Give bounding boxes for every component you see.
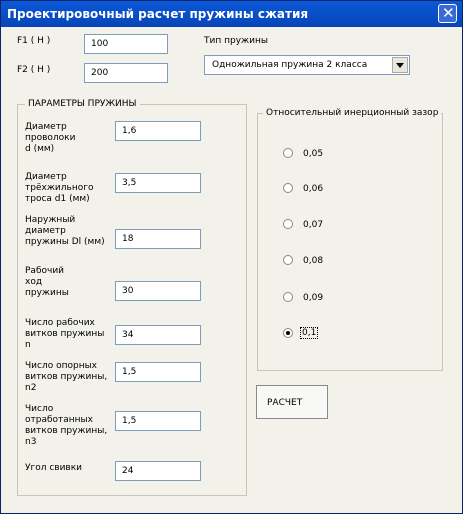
gap-option-label: 0,09 xyxy=(303,293,324,303)
gap-radio-5-selected[interactable] xyxy=(283,328,293,338)
title-bar[interactable] xyxy=(1,1,462,27)
param-label-outer-diameter: Наружный диаметр пружины Dl (мм) xyxy=(25,215,105,247)
f2-label: F2 ( Н ) xyxy=(17,65,51,75)
param-label-working-coils: Число рабочих витков пружины n xyxy=(25,318,105,350)
param-label-support-coils: Число опорных витков пружины, n2 xyxy=(25,361,108,393)
f2-field[interactable]: 200 xyxy=(84,63,168,83)
close-icon: ✕ xyxy=(442,4,455,22)
lay-angle-field[interactable]: 24 xyxy=(115,461,201,481)
gap-radio-0[interactable] xyxy=(283,148,293,158)
calculate-button[interactable] xyxy=(256,385,328,419)
window-title: Проектировочный расчет пружины сжатия xyxy=(7,7,309,21)
f1-field[interactable]: 100 xyxy=(84,34,168,54)
wire-diameter-field[interactable]: 1,6 xyxy=(115,121,201,141)
working-stroke-field[interactable]: 30 xyxy=(115,281,201,301)
gap-option-label-selected: 0,1 xyxy=(302,328,317,338)
working-coils-field[interactable]: 34 xyxy=(115,325,201,345)
calculate-button-label: РАСЧЕТ xyxy=(267,398,303,408)
gap-radio-1[interactable] xyxy=(283,183,293,193)
gap-radio-2[interactable] xyxy=(283,219,293,229)
param-label-wire-diameter: Диаметр проволоки d (мм) xyxy=(25,122,76,154)
gap-radio-4[interactable] xyxy=(283,292,293,302)
f1-label: F1 ( Н ) xyxy=(17,36,51,46)
gap-option-label: 0,05 xyxy=(303,149,324,159)
param-label-working-stroke: Рабочий ход пружины xyxy=(25,266,69,298)
params-group-title: ПАРАМЕТРЫ ПРУЖИНЫ xyxy=(25,99,140,109)
outer-diameter-field[interactable]: 18 xyxy=(115,229,201,249)
gap-radio-3[interactable] xyxy=(283,255,293,265)
gap-option-label: 0,08 xyxy=(303,256,324,266)
param-label-worked-coils: Число отработанных витков пружины, n3 xyxy=(25,404,108,447)
rope-diameter-field[interactable]: 3,5 xyxy=(115,173,201,193)
param-label-lay-angle: Угол свивки xyxy=(25,463,83,473)
param-label-rope-diameter: Диаметр трёхжильного троса d1 (мм) xyxy=(25,172,94,204)
gap-group-title: Относительный инерционный зазор xyxy=(263,108,441,118)
worked-coils-field[interactable]: 1,5 xyxy=(115,411,201,431)
spring-type-label: Тип пружины xyxy=(204,36,268,46)
gap-option-label: 0,07 xyxy=(303,220,324,230)
gap-option-label: 0,06 xyxy=(303,184,324,194)
close-button[interactable] xyxy=(438,4,457,23)
spring-type-value: Одножильная пружина 2 класса xyxy=(212,60,368,70)
chevron-down-icon[interactable] xyxy=(392,57,408,73)
spring-type-select[interactable] xyxy=(204,55,410,75)
support-coils-field[interactable]: 1,5 xyxy=(115,362,201,382)
